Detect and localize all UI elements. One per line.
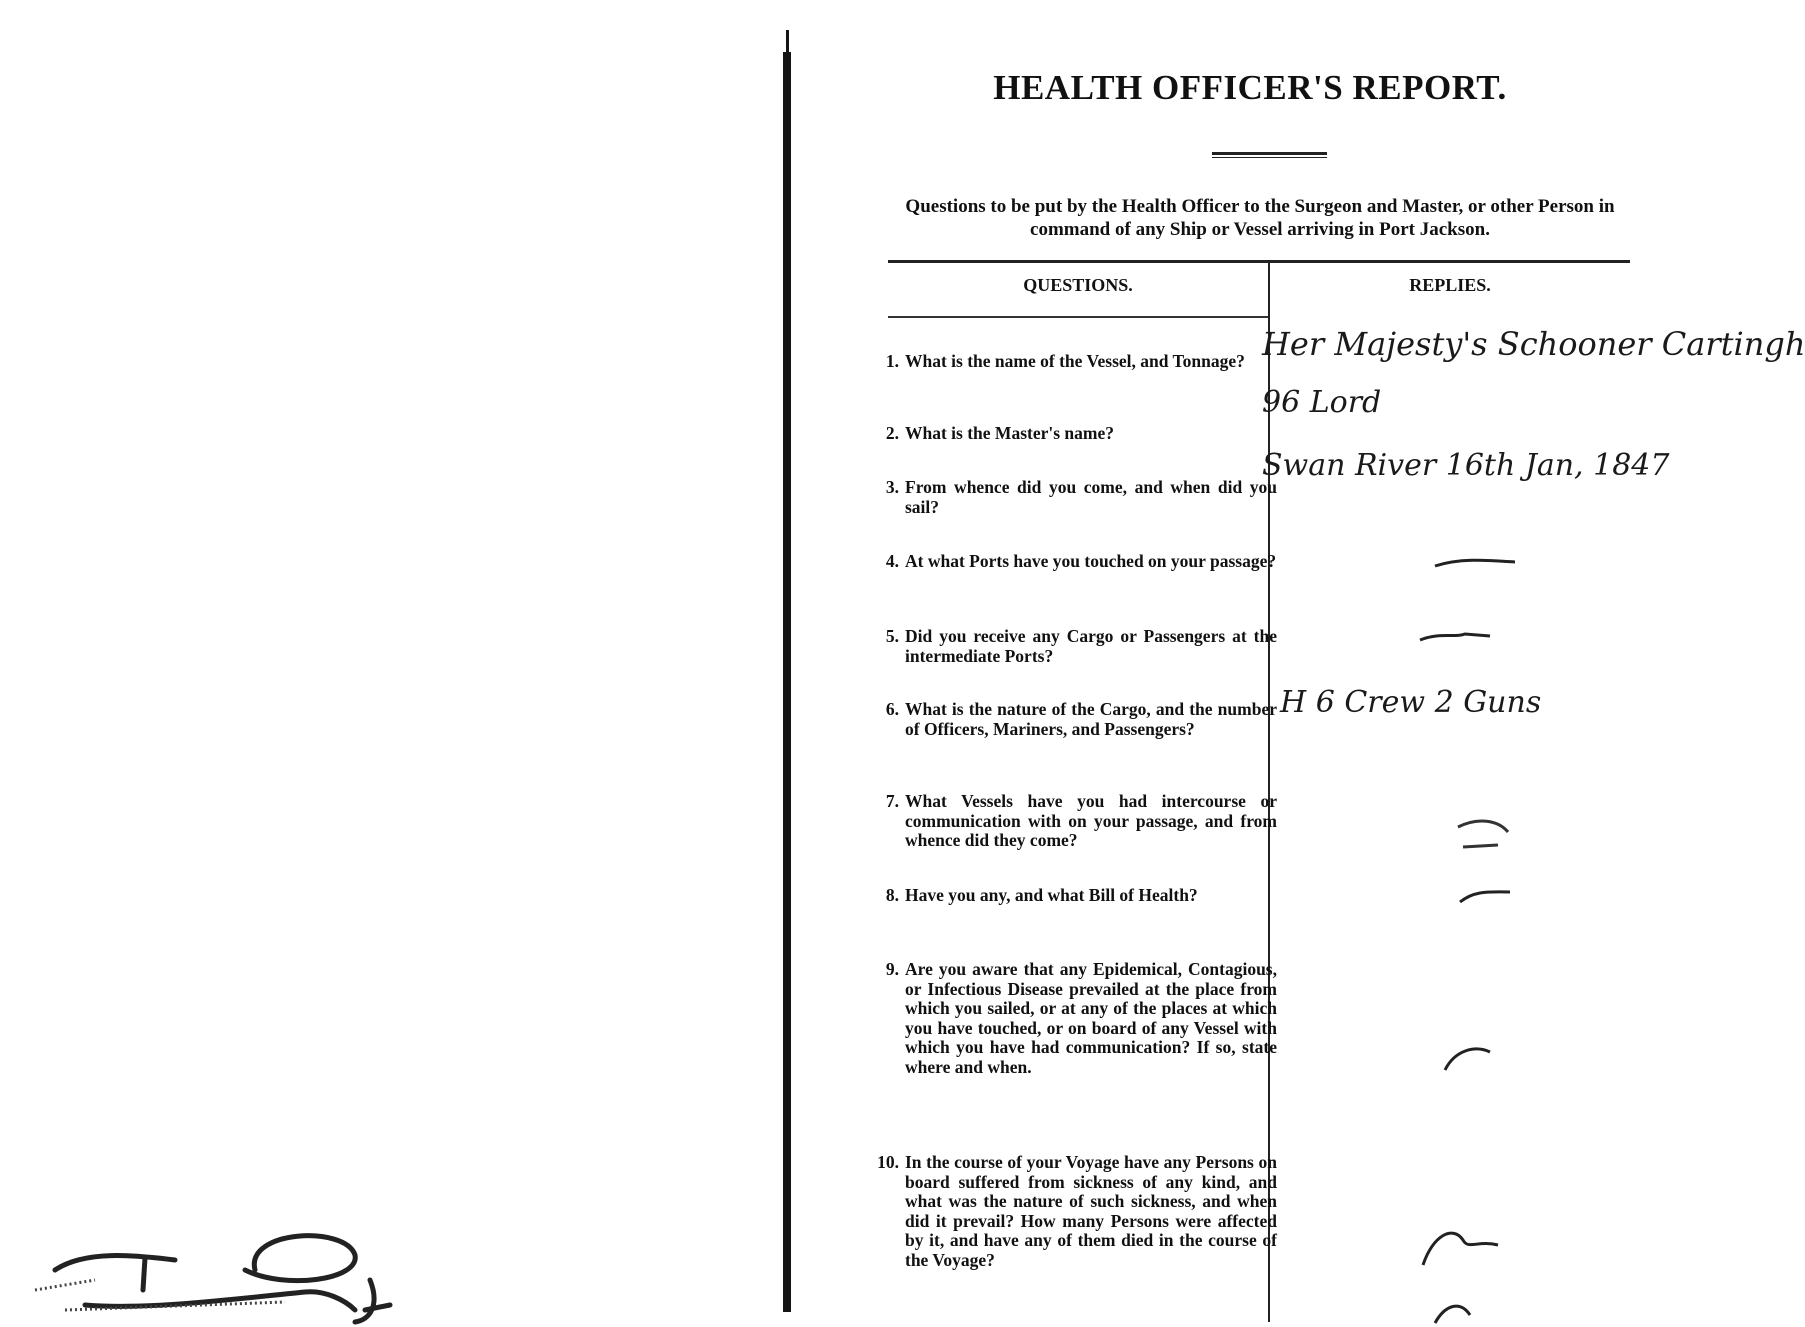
binding-notch <box>786 30 789 60</box>
form-intro: Questions to be put by the Health Officer to the Surgeon and Master, or other Person in command of any Ship or Vessel arriving in Port Jackson. <box>905 196 1615 240</box>
reply-9-dash-mark <box>1440 1040 1500 1080</box>
title-underline <box>1212 152 1327 158</box>
reply-5-dash-mark <box>1415 620 1495 650</box>
page-binding <box>783 52 791 1312</box>
form-title: HEALTH OFFICER'S REPORT. <box>993 68 1507 107</box>
questions-column-header: QUESTIONS. <box>1023 275 1133 295</box>
reply-6-cargo: H 6 Crew 2 Guns <box>1280 685 1542 720</box>
reply-10-dash-mark <box>1418 1215 1508 1275</box>
trailing-dash-mark <box>1430 1295 1490 1325</box>
reply-1-vessel: Her Majesty's Schooner Cartingh <box>1262 325 1805 363</box>
reply-4-dash-mark <box>1430 548 1520 578</box>
question-7: 7. What Vessels have you had intercourse or communication with on your passage, and from whence did they come? <box>885 791 1277 850</box>
question-1: 1. What is the name of the Vessel, and Tonnage? <box>885 351 1245 371</box>
question-5: 5. Did you receive any Cargo or Passengers at the intermediate Ports? <box>885 626 1277 666</box>
reply-2-master: 96 Lord <box>1262 385 1382 420</box>
reply-8-dash-mark <box>1455 882 1515 912</box>
question-10: 10. In the course of your Voyage have any Persons on board suffered from sickness of any kind, and what was the nature of such sickness, and when did it prevail? How many Persons were affected by it, and have any of them died in the course of the Voyage? <box>877 1152 1277 1270</box>
question-8: 8. Have you any, and what Bill of Health? <box>885 885 1198 905</box>
reply-7-dash-mark <box>1448 812 1518 862</box>
reply-3-origin: Swan River 16th Jan, 1847 <box>1262 448 1670 483</box>
question-9: 9. Are you aware that any Epidemical, Contagious, or Infectious Disease prevailed at the place from which you sailed, or at any of the places at which you have touched, or on board of any Vessel with which you have had communication? If so, state where and when. <box>885 959 1277 1077</box>
replies-column-header: REPLIES. <box>1409 275 1491 295</box>
question-2: 2. What is the Master's name? <box>885 423 1115 443</box>
header-rule <box>888 316 1268 318</box>
signature-scrawl <box>25 1210 415 1325</box>
table-top-rule <box>888 260 1630 263</box>
question-6: 6. What is the nature of the Cargo, and the number of Officers, Mariners, and Passengers? <box>885 699 1277 739</box>
question-3: 3. From whence did you come, and when did you sail? <box>885 477 1277 517</box>
question-4: 4. At what Ports have you touched on your passage? <box>885 551 1277 571</box>
